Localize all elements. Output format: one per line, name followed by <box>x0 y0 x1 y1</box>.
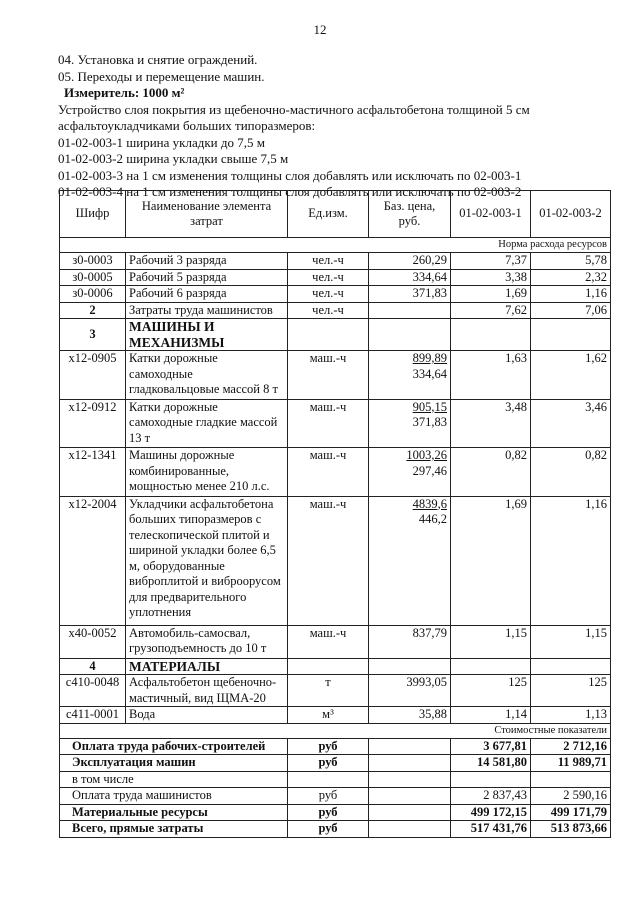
summary-unit: руб <box>288 821 369 838</box>
intro-line: 05. Переходы и перемещение машин. <box>58 68 265 84</box>
work-description: Устройство слоя покрытия из щебеночно-мастичного асфальтобетона толщиной 5 см асфальтоукладчиками больших типоразмеров: <box>58 101 530 133</box>
resource-unit: чел.-ч <box>288 286 369 303</box>
header-cell: Наименование элемента затрат <box>126 191 288 238</box>
summary-label: Материальные ресурсы <box>60 804 288 821</box>
resource-name: Укладчики асфальтобетона больших типоразмеров с телескопической плитой и шириной укладки более 6,5 м, оборудованные виброплитой и виброорусом для предварительного уплотнения <box>126 496 288 625</box>
summary-value-1: 3 677,81 <box>451 738 531 755</box>
summary-label: Оплата труда машинистов <box>60 788 288 805</box>
summary-row <box>60 788 611 805</box>
resource-code: с411-0001 <box>60 707 126 724</box>
summary-value-1: 2 837,43 <box>451 788 531 805</box>
base-price: 4839,6 <box>412 496 447 511</box>
labor-row <box>60 253 611 270</box>
base-price: 3993,05 <box>369 675 451 707</box>
machine-row <box>60 399 611 448</box>
resource-code: з0-0006 <box>60 286 126 303</box>
summary-unit <box>288 771 369 788</box>
summary-label: Всего, прямые затраты <box>60 821 288 838</box>
base-price: 1003,26 <box>406 448 447 462</box>
operator-wage-price: 334,64 <box>412 366 447 381</box>
resource-code: х12-0905 <box>60 351 126 400</box>
base-price: 260,29 <box>369 253 451 270</box>
header-cell: Ед.изм. <box>288 191 369 238</box>
resource-code: з0-0003 <box>60 253 126 270</box>
material-row <box>60 707 611 724</box>
empty-cell <box>369 755 451 772</box>
resource-name: Машины дорожные комбинированные, мощностью менее 210 л.с. <box>126 448 288 497</box>
base-price-cell <box>369 351 451 400</box>
resource-code: х40-0052 <box>60 625 126 658</box>
resource-unit: т <box>288 675 369 707</box>
resource-unit: чел.-ч <box>288 302 369 319</box>
resource-unit: маш.-ч <box>288 399 369 448</box>
norm-value-2: 1,16 <box>531 286 611 303</box>
summary-row <box>60 755 611 772</box>
empty-cell <box>288 319 369 351</box>
norm-value-2: 0,82 <box>531 448 611 497</box>
section-name: МАШИНЫ И МЕХАНИЗМЫ <box>126 319 288 351</box>
norm-value-1: 1,63 <box>451 351 531 400</box>
resource-name: Рабочий 6 разряда <box>126 286 288 303</box>
section-row <box>60 658 611 675</box>
section-number: 4 <box>60 658 126 675</box>
machine-row <box>60 448 611 497</box>
summary-value-1 <box>451 771 531 788</box>
summary-value-2: 2 712,16 <box>531 738 611 755</box>
norm-value-1: 125 <box>451 675 531 707</box>
empty-cell <box>369 319 451 351</box>
header-cell: 01-02-003-1 <box>451 191 531 238</box>
base-price: 334,64 <box>369 269 451 286</box>
code-item: 01-02-003-1 ширина укладки до 7,5 м <box>58 134 265 150</box>
norm-value-2: 5,78 <box>531 253 611 270</box>
machine-row <box>60 625 611 658</box>
summary-value-2: 2 590,16 <box>531 788 611 805</box>
resource-name: Катки дорожные самоходные гладковальцовые массой 8 т <box>126 351 288 400</box>
base-price: 35,88 <box>369 707 451 724</box>
norm-label: Норма расхода ресурсов <box>60 238 611 253</box>
resource-unit: маш.-ч <box>288 351 369 400</box>
header-cell: Баз. цена, руб. <box>369 191 451 238</box>
summary-unit: руб <box>288 804 369 821</box>
empty-cell <box>369 804 451 821</box>
operator-wage-price: 446,2 <box>418 512 447 526</box>
norm-value-1: 7,62 <box>451 302 531 319</box>
base-price: 905,15 <box>412 399 447 414</box>
base-price: 899,89 <box>412 351 447 365</box>
table-header-row <box>60 191 611 238</box>
resource-name: Автомобиль-самосвал, грузоподъемность до 10 т <box>126 625 288 658</box>
summary-value-1: 14 581,80 <box>451 755 531 772</box>
base-price-cell <box>369 625 451 658</box>
resource-code: х12-2004 <box>60 496 126 625</box>
summary-label: в том числе <box>60 771 288 788</box>
material-row <box>60 675 611 707</box>
summary-unit: руб <box>288 755 369 772</box>
resource-unit: чел.-ч <box>288 253 369 270</box>
norm-value-2: 1,15 <box>531 625 611 658</box>
summary-label: Оплата труда рабочих-строителей <box>60 738 288 755</box>
norm-label-row <box>60 238 611 253</box>
norm-value-1: 1,15 <box>451 625 531 658</box>
summary-label: Эксплуатация машин <box>60 755 288 772</box>
empty-cell <box>369 658 451 675</box>
summary-value-2: 11 989,71 <box>531 755 611 772</box>
empty-cell <box>369 738 451 755</box>
section-row <box>60 319 611 351</box>
norm-value-1: 3,38 <box>451 269 531 286</box>
cost-label: Стоимостные показатели <box>60 723 611 738</box>
empty-cell <box>369 821 451 838</box>
norm-value-2: 1,16 <box>531 496 611 625</box>
empty-cell <box>531 319 611 351</box>
base-price-cell <box>369 448 451 497</box>
empty-cell <box>451 658 531 675</box>
norm-value-1: 1,14 <box>451 707 531 724</box>
empty-cell <box>369 788 451 805</box>
resource-unit: маш.-ч <box>288 448 369 497</box>
resource-code: х12-1341 <box>60 448 126 497</box>
empty-cell <box>369 771 451 788</box>
resource-name: Вода <box>126 707 288 724</box>
operator-wage-price: 371,83 <box>412 415 447 429</box>
machine-row <box>60 496 611 625</box>
norm-value-2: 1,13 <box>531 707 611 724</box>
intro-line: 04. Установка и снятие ограждений. <box>58 52 258 67</box>
norm-value-2: 1,62 <box>531 351 611 400</box>
section-name: Затраты труда машинистов <box>126 302 288 319</box>
resource-table <box>59 190 611 838</box>
resource-code: х12-0912 <box>60 399 126 448</box>
summary-unit: руб <box>288 788 369 805</box>
summary-row <box>60 821 611 838</box>
resource-unit: м³ <box>288 707 369 724</box>
base-price-cell <box>369 399 451 448</box>
base-price-cell <box>369 496 451 625</box>
intro-block <box>58 52 618 201</box>
empty-cell <box>369 302 451 319</box>
empty-cell <box>451 319 531 351</box>
cost-label-row <box>60 723 611 738</box>
summary-row <box>60 771 611 788</box>
norm-value-1: 1,69 <box>451 286 531 303</box>
code-item: 01-02-003-3 на 1 см изменения толщины слоя добавлять или исключать по 02-003-1 <box>58 167 522 183</box>
norm-value-1: 1,69 <box>451 496 531 625</box>
base-price: 837,79 <box>412 625 447 640</box>
meter-label: Измеритель: 1000 м² <box>64 85 185 100</box>
resource-name: Асфальтобетон щебеночно-мастичный, вид ЩМА-20 <box>126 675 288 707</box>
code-item: 01-02-003-4 на 1 см изменения толщины слоя добавлять или исключать по 02-003-2 <box>58 184 522 199</box>
resource-code: з0-0005 <box>60 269 126 286</box>
summary-value-2 <box>531 771 611 788</box>
resource-unit: маш.-ч <box>288 496 369 625</box>
labor-row <box>60 286 611 303</box>
summary-value-2: 499 171,79 <box>531 804 611 821</box>
operator-wage-price: 297,46 <box>412 463 447 478</box>
norm-value-2: 3,46 <box>531 399 611 448</box>
section-name: МАТЕРИАЛЫ <box>126 658 288 675</box>
resource-name: Катки дорожные самоходные гладкие массой 13 т <box>126 399 288 448</box>
base-price: 371,83 <box>369 286 451 303</box>
summary-row <box>60 738 611 755</box>
summary-unit: руб <box>288 738 369 755</box>
resource-unit: маш.-ч <box>288 625 369 658</box>
labor-row <box>60 269 611 286</box>
code-item: 01-02-003-2 ширина укладки свыше 7,5 м <box>58 151 289 166</box>
norm-value-1: 0,82 <box>451 448 531 497</box>
resource-unit: чел.-ч <box>288 269 369 286</box>
norm-value-1: 7,37 <box>451 253 531 270</box>
resource-code: с410-0048 <box>60 675 126 707</box>
header-cell: 01-02-003-2 <box>531 191 611 238</box>
machine-row <box>60 351 611 400</box>
norm-value-2: 125 <box>531 675 611 707</box>
page-number: 12 <box>313 22 327 37</box>
summary-value-1: 517 431,76 <box>451 821 531 838</box>
summary-row <box>60 804 611 821</box>
section-row <box>60 302 611 319</box>
header-cell: Шифр <box>60 191 126 238</box>
summary-value-1: 499 172,15 <box>451 804 531 821</box>
empty-cell <box>531 658 611 675</box>
section-number: 2 <box>60 302 126 319</box>
empty-cell <box>288 658 369 675</box>
section-number: 3 <box>60 319 126 351</box>
summary-value-2: 513 873,66 <box>531 821 611 838</box>
norm-value-2: 2,32 <box>531 269 611 286</box>
norm-value-1: 3,48 <box>451 399 531 448</box>
norm-value-2: 7,06 <box>531 302 611 319</box>
resource-name: Рабочий 3 разряда <box>126 253 288 270</box>
resource-name: Рабочий 5 разряда <box>126 269 288 286</box>
